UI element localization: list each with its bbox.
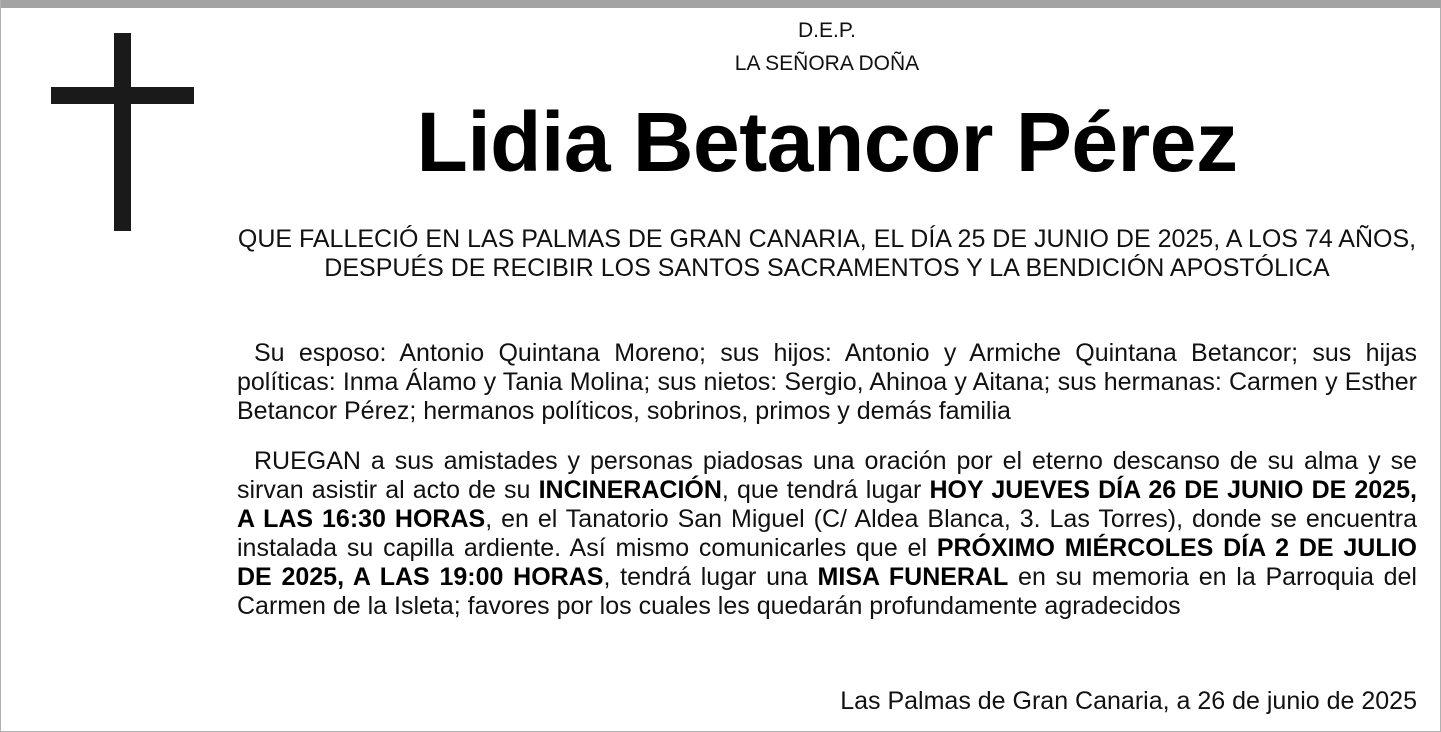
request-text-4: , tendrá lugar una xyxy=(603,563,818,591)
family-paragraph: Su esposo: Antonio Quintana Moreno; sus hijos: Antonio y Armiche Quintana Betancor; sus hijas políticas: Inma Álamo y Tania Molina; sus nietos: Sergio, Ahinoa y Aitana; sus hermanas: Carmen y Esther Betancor Pérez; hermanos políticos, sobrinos, primos y demás familia xyxy=(237,339,1417,425)
request-bold-mass: MISA FUNERAL xyxy=(817,563,1009,591)
request-text-2: , que tendrá lugar xyxy=(721,476,930,504)
cross-vertical-beam xyxy=(114,33,131,231)
death-announcement: QUE FALLECIÓ EN LAS PALMAS DE GRAN CANARIA, EL DÍA 25 DE JUNIO DE 2025, A LOS 74 AÑOS, DESPUÉS DE RECIBIR LOS SANTOS SACRAMENTOS Y LA BENDICIÓN APOSTÓLICA xyxy=(237,225,1417,282)
honorific-heading: LA SEÑORA DOÑA xyxy=(734,52,920,75)
request-bold-incineration: INCINERACIÓN xyxy=(538,476,722,504)
request-bold-date-1: HOY JUEVES DÍA 26 DE JUNIO DE 2025, A LAS 16:30 HORAS xyxy=(237,476,1417,533)
request-text-3: , en el Tanatorio San Miguel (C/ Aldea Blanca, 3. Las Torres), donde se encuentra instalada su capilla ardiente. Así mismo comunicarles que el xyxy=(237,505,1418,562)
request-text-5: en su memoria en la Parroquia del Carmen de la Isleta; favores por los cuales les quedarán profundamente agradecidos xyxy=(237,563,1417,620)
dep-heading: D.E.P. xyxy=(798,19,856,42)
deceased-name: Lidia Betancor Pérez xyxy=(416,95,1238,189)
top-border-bar xyxy=(1,0,1441,8)
cross-horizontal-beam xyxy=(51,87,194,104)
place-and-date: Las Palmas de Gran Canaria, a 26 de junio de 2025 xyxy=(840,687,1417,715)
latin-cross-icon xyxy=(51,33,194,231)
request-bold-date-2: PRÓXIMO MIÉRCOLES DÍA 2 DE JULIO DE 2025, A LAS 19:00 HORAS xyxy=(237,534,1417,591)
request-paragraph xyxy=(237,447,1417,621)
request-text-1: RUEGAN a sus amistades y personas piadosas una oración por el eterno descanso de su alma y se sirvan asistir al acto de su xyxy=(237,447,1417,504)
